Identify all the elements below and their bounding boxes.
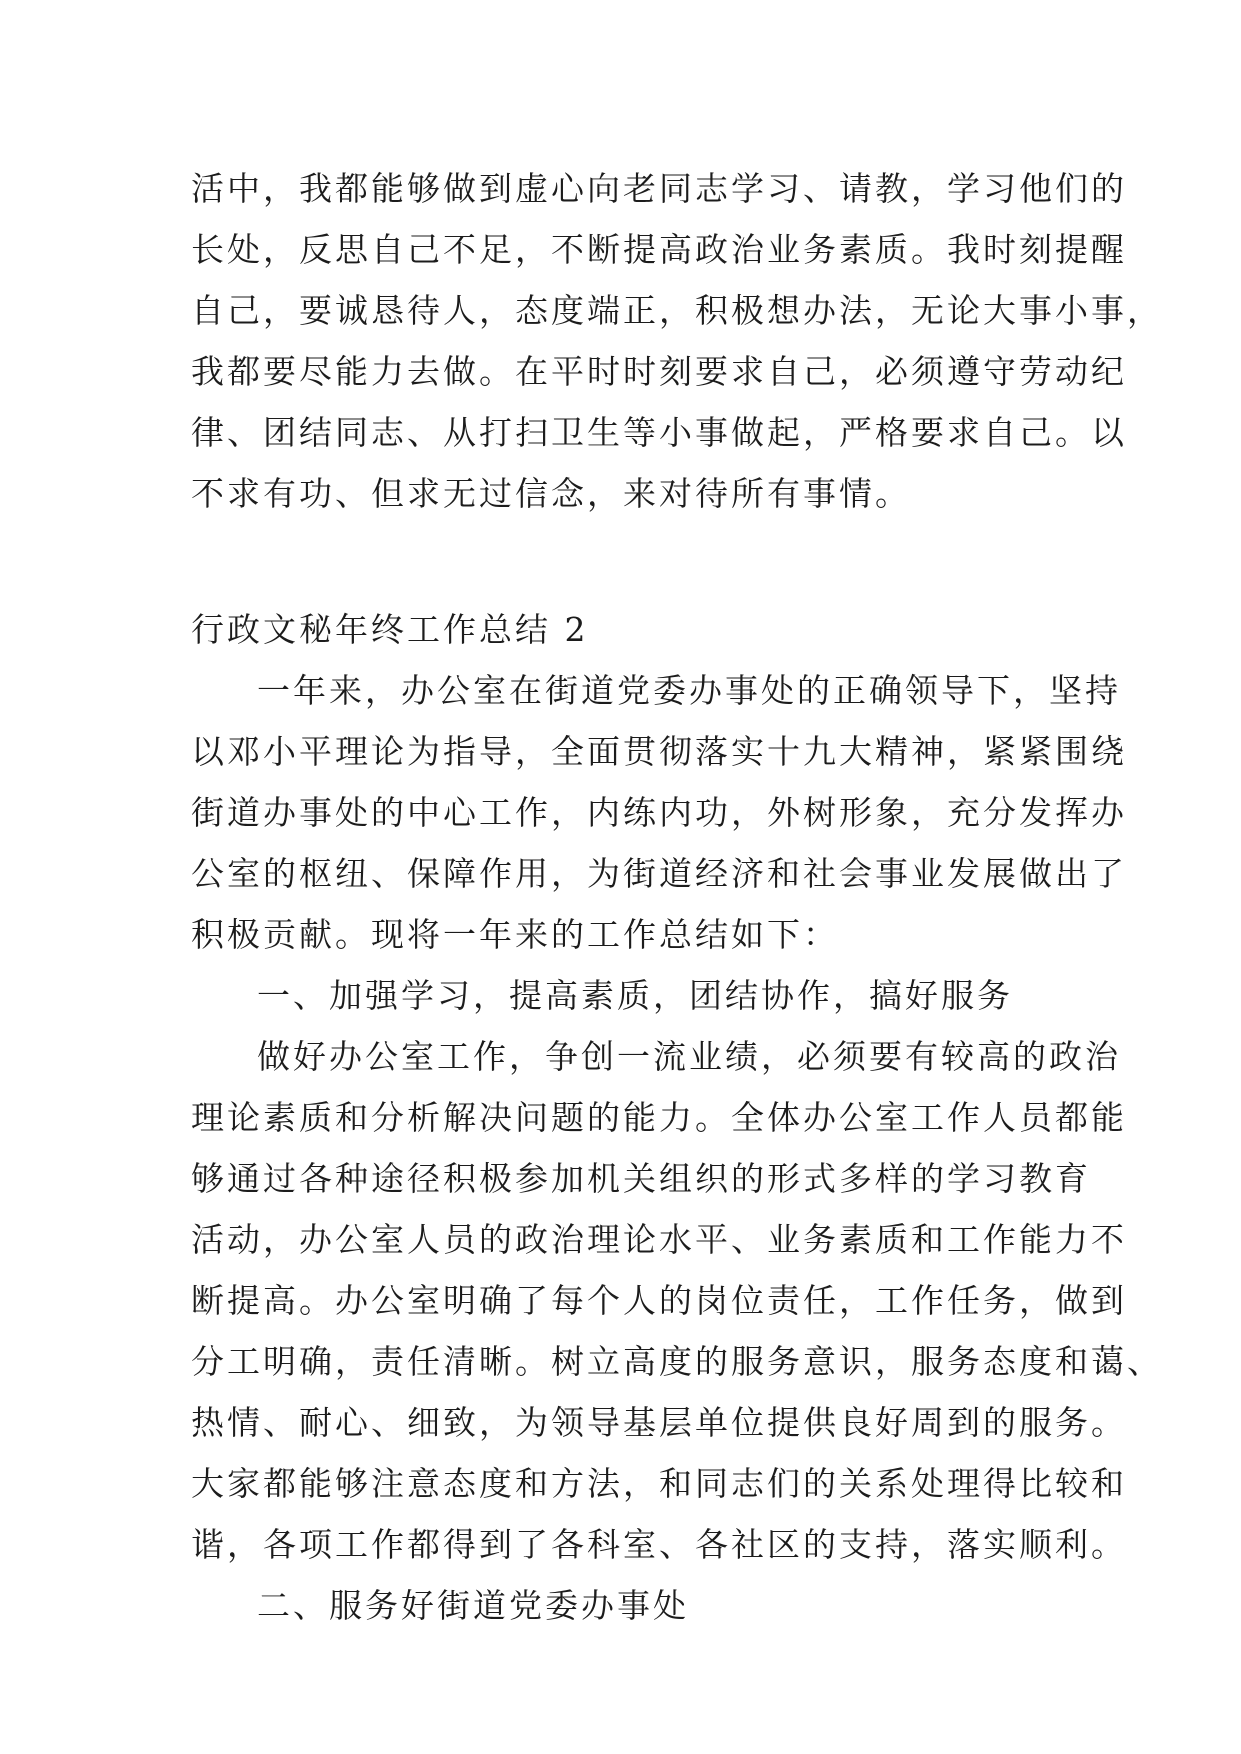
- text-line: 大家都能够注意态度和方法，和同志们的关系处理得比较和: [191, 1464, 1127, 1503]
- section-title: 行政文秘年终工作总结 2: [191, 610, 589, 649]
- paragraph-intro-summary: [191, 660, 1127, 965]
- document-body: [191, 158, 1163, 1636]
- text-line: 以邓小平理论为指导，全面贯彻落实十九大精神，紧紧围绕: [191, 732, 1127, 771]
- text-line: 活动，办公室人员的政治理论水平、业务素质和工作能力不: [191, 1220, 1127, 1259]
- text-line: 一年来，办公室在街道党委办事处的正确领导下，坚持: [257, 671, 1121, 710]
- intro-paragraph: [191, 158, 1163, 524]
- text-line: 我都要尽能力去做。在平时时刻要求自己，必须遵守劳动纪: [191, 352, 1127, 391]
- text-line: 不求有功、但求无过信念，来对待所有事情。: [191, 474, 911, 513]
- text-line: 长处，反思自己不足，不断提高政治业务素质。我时刻提醒: [191, 230, 1127, 269]
- text-line: 律、团结同志、从打扫卫生等小事做起，严格要求自己。以: [191, 413, 1127, 452]
- text-line: 断提高。办公室明确了每个人的岗位责任，工作任务，做到: [191, 1281, 1127, 1320]
- text-line: 自己，要诚恳待人，态度端正，积极想办法，无论大事小事，: [191, 291, 1163, 330]
- text-line: 公室的枢纽、保障作用，为街道经济和社会事业发展做出了: [191, 854, 1127, 893]
- text-line: 街道办事处的中心工作，内练内功，外树形象，充分发挥办: [191, 793, 1127, 832]
- text-line: 热情、耐心、细致，为领导基层单位提供良好周到的服务。: [191, 1403, 1127, 1442]
- heading-one: 一、加强学习，提高素质，团结协作，搞好服务: [257, 976, 1013, 1015]
- section-gap: [191, 524, 1071, 599]
- text-line: 活中，我都能够做到虚心向老同志学习、请教，学习他们的: [191, 169, 1127, 208]
- text-line: 分工明确，责任清晰。树立高度的服务意识，服务态度和蔼、: [191, 1342, 1163, 1381]
- text-line: 积极贡献。现将一年来的工作总结如下：: [191, 915, 839, 954]
- text-line: 够通过各种途径积极参加机关组织的形式多样的学习教育: [191, 1159, 1091, 1198]
- text-line: 谐，各项工作都得到了各科室、各社区的支持，落实顺利。: [191, 1525, 1127, 1564]
- text-line: 理论素质和分析解决问题的能力。全体办公室工作人员都能: [191, 1098, 1127, 1137]
- paragraph-study: [191, 1026, 1163, 1575]
- text-line: 做好办公室工作，争创一流业绩，必须要有较高的政治: [257, 1037, 1121, 1076]
- heading-two: 二、服务好街道党委办事处: [257, 1586, 689, 1625]
